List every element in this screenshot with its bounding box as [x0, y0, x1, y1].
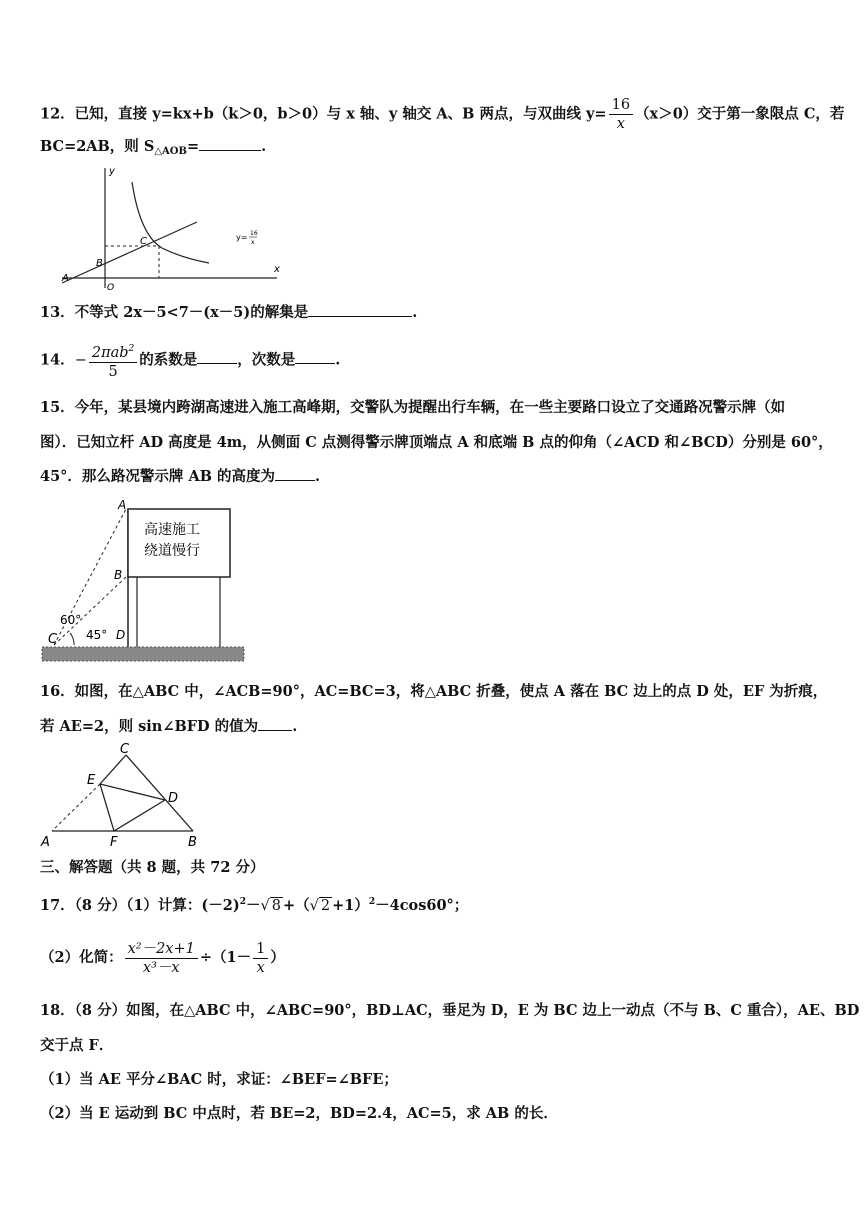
hyperbola [132, 182, 209, 263]
q18-line1: 18．（8 分）如图，在△ABC 中，∠ABC=90°，BD⊥AC，垂足为 D，E 为 BC 边上一动点（不与 B、C 重合），AE、BD [40, 1002, 860, 1019]
sign-text-2: 绕道慢行 [144, 543, 200, 559]
answer-blank[interactable] [308, 316, 412, 317]
answer-blank[interactable] [275, 480, 315, 481]
q15-line1: 15．今年，某县境内跨湖高速进入施工高峰期，交警队为提醒出行车辆，在一些主要路口设立了交通路况警示牌（如 [40, 399, 786, 416]
sqrt-2: √ 2 [309, 897, 331, 914]
q17-part2: （2）化简： $\frac{\text{x²－2x+1}}{\text{x³－x}}$ ÷（1－ $\frac{1}{x}$ ） [40, 940, 285, 976]
fold-ef [100, 784, 114, 831]
label-d: D [168, 791, 179, 806]
label-b: B [114, 568, 123, 582]
q12-figure [52, 160, 292, 295]
q12-line1: 12．已知，直接 y=kx+b（k＞0，b＞0）与 x 轴、y 轴交 A、B 两点，与双曲线 y= $\frac{16}{x}$ （x＞0）交于第一象限点 C，若 [40, 97, 845, 132]
label-f: F [110, 835, 118, 850]
q16-figure [38, 740, 208, 852]
sign-text-1: 高速施工 [144, 522, 200, 538]
answer-blank[interactable] [295, 363, 335, 364]
q16-line1: 16．如图，在△ABC 中，∠ACB=90°，AC=BC=3，将△ABC 折叠，使点 A 落在 BC 边上的点 D 处，EF 为折痕， [40, 683, 828, 700]
q17-fraction: $\frac{\text{x²－2x+1}}{\text{x³－x}}$ [125, 940, 198, 977]
label-a: A [41, 835, 50, 850]
label-o: O [107, 283, 115, 293]
angle-45: 45° [86, 628, 108, 642]
answer-blank[interactable] [197, 363, 237, 364]
ground [42, 647, 244, 661]
q12-fraction: $\frac{16}{x}$ [609, 96, 633, 133]
q14-fraction: $\frac{2\pi ab^2}{5}$ [89, 340, 137, 381]
q15-line2: 图）．已知立杆 AD 高度是 4m，从侧面 C 点测得警示牌顶端点 A 和底端 B 点的仰角（∠ACD 和∠BCD）分别是 60°， [40, 434, 833, 451]
sqrt-8: √ 8 [260, 897, 281, 914]
label-b: B [96, 258, 103, 269]
side-ce [100, 755, 126, 784]
angle-60: 60° [60, 613, 82, 627]
label-x: x [274, 264, 280, 275]
q18-line3: （1）当 AE 平分∠BAC 时，求证：∠BEF=∠BFE； [40, 1071, 398, 1088]
label-b: B [188, 835, 197, 850]
q18-line2: 交于点 F． [40, 1037, 114, 1054]
q17-small-fraction: $\frac{1}{x}$ [253, 940, 268, 977]
label-c: C [48, 632, 58, 647]
label-a: A [118, 498, 127, 512]
label-y: y [109, 166, 115, 177]
segment-fd [114, 800, 165, 831]
q12-line2: BC=2AB，则 $S_{\triangle AOB}=$ . [40, 138, 267, 157]
answer-blank[interactable] [199, 150, 261, 151]
q14: 14．− $\frac{2\pi ab^2}{5}$ 的系数是 ，次数是 . [40, 340, 340, 381]
label-c: C [120, 742, 130, 757]
angle-arc [70, 633, 74, 645]
curve-label: y= [236, 233, 248, 242]
q15-line3: 45°．那么路况警示牌 AB 的高度为 . [40, 468, 321, 485]
curve-num: 16 [250, 230, 258, 237]
q13: 13．不等式 2x－5<7－(x－5)的解集是 . [40, 304, 418, 321]
side-ea-dashed [52, 784, 100, 831]
label-d: D [116, 628, 126, 642]
q16-line2: 若 AE=2，则 sin∠BFD 的值为 . [40, 718, 298, 735]
segment-ed [100, 784, 165, 800]
section-heading: 三、解答题（共 8 题，共 72 分） [40, 859, 265, 876]
label-a: A [62, 273, 69, 284]
curve-den: x [251, 239, 255, 246]
label-e: E [87, 773, 96, 788]
q17-part1: 17．（8 分）（1）计算：$(-2)^2-√$ 8 +（√ 2 +1）$^2$－4cos60°； [40, 896, 469, 914]
label-c: C [140, 236, 147, 247]
answer-blank[interactable] [258, 730, 292, 731]
q15-figure [40, 497, 250, 667]
line-kx-b [62, 222, 197, 283]
q18-line4: （2）当 E 运动到 BC 中点时，若 BE=2，BD=2.4，AC=5，求 AB 的长． [40, 1105, 558, 1122]
